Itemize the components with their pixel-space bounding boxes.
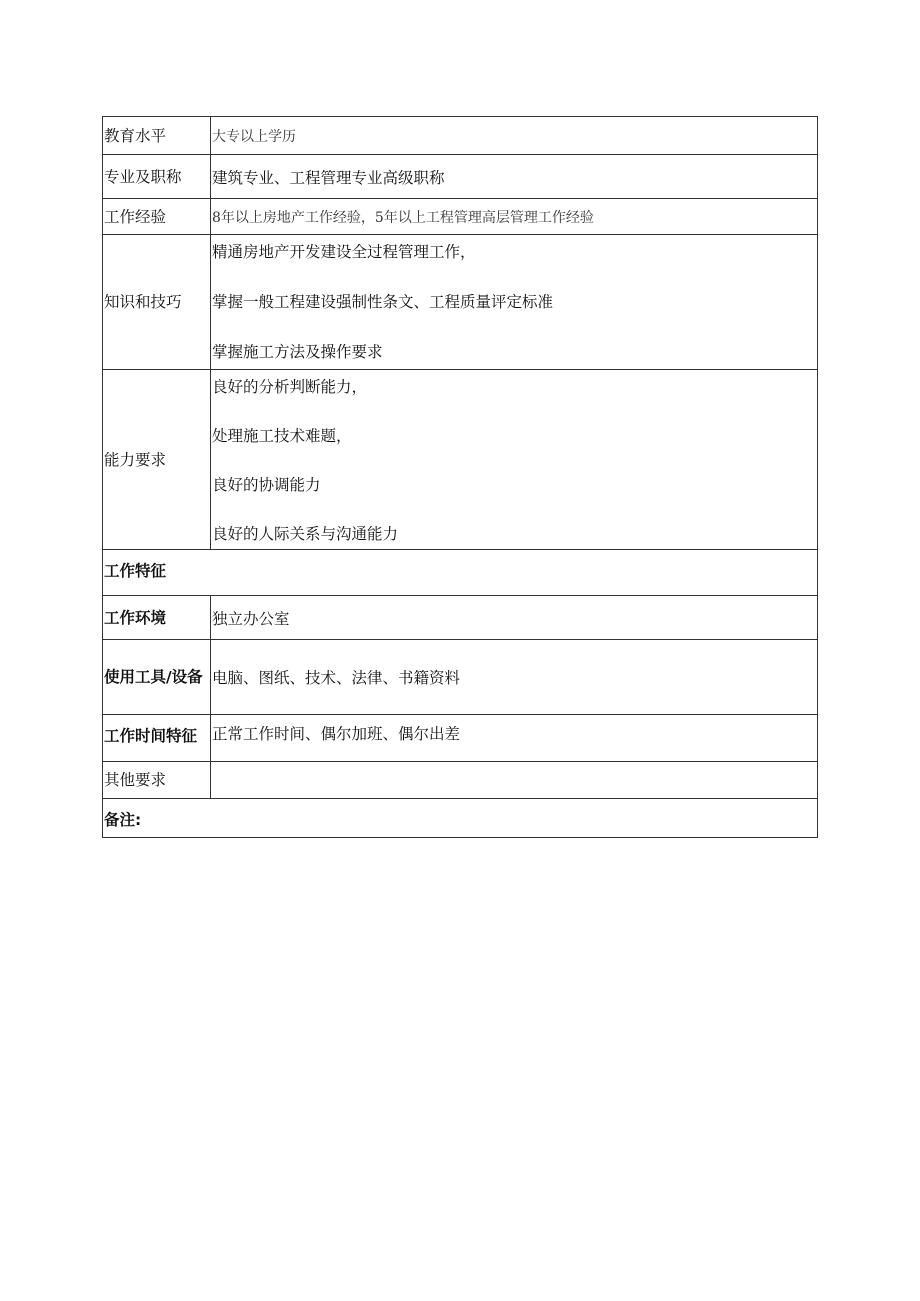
table-row-knowledge [103, 235, 818, 370]
work-time-value: 正常工作时间、偶尔加班、偶尔出差 [212, 725, 461, 743]
education-value: 大专以上学历 [212, 128, 296, 145]
other-label: 其他要求 [103, 762, 211, 798]
environment-label: 工作环境 [103, 596, 211, 639]
ability-line: 良好的协调能力 [212, 476, 321, 494]
table-row-tools [103, 640, 818, 715]
table-row-environment [103, 596, 818, 640]
table-row-other [103, 762, 818, 799]
note-label: 备注: [104, 811, 142, 829]
table-row-work-time [103, 715, 818, 762]
ability-label: 能力要求 [103, 370, 211, 549]
table-row-ability [103, 370, 818, 550]
experience-value: 8年以上房地产工作经验，5年以上工程管理高层管理工作经验 [212, 209, 594, 226]
major-value: 建筑专业、工程管理专业高级职称 [212, 168, 445, 187]
work-time-label: 工作时间特征 [103, 715, 211, 761]
ability-line: 良好的分析判断能力， [212, 378, 368, 396]
education-label: 教育水平 [103, 117, 211, 154]
tools-label: 使用工具/设备 [103, 640, 211, 714]
table-row-education [103, 117, 818, 155]
experience-label: 工作经验 [103, 199, 211, 234]
features-header: 工作特征 [104, 562, 167, 580]
ability-line: 良好的人际关系与沟通能力 [212, 525, 399, 543]
environment-value: 独立办公室 [212, 609, 290, 628]
major-label: 专业及职称 [103, 155, 211, 198]
ability-line: 处理施工技术难题， [212, 427, 352, 445]
knowledge-line: 精通房地产开发建设全过程管理工作， [212, 243, 476, 261]
knowledge-line: 掌握一般工程建设强制性条文、工程质量评定标准 [212, 293, 554, 311]
knowledge-value [211, 235, 817, 369]
table-row-experience [103, 199, 818, 235]
tools-value: 电脑、图纸、技术、法律、书籍资料 [212, 669, 461, 687]
job-requirements-table [102, 116, 818, 838]
knowledge-label: 知识和技巧 [103, 235, 211, 369]
table-row-features-header [103, 550, 818, 596]
other-value [211, 762, 817, 798]
ability-value [211, 370, 817, 549]
knowledge-line: 掌握施工方法及操作要求 [212, 343, 383, 361]
table-row-major [103, 155, 818, 199]
table-row-note [103, 799, 818, 838]
